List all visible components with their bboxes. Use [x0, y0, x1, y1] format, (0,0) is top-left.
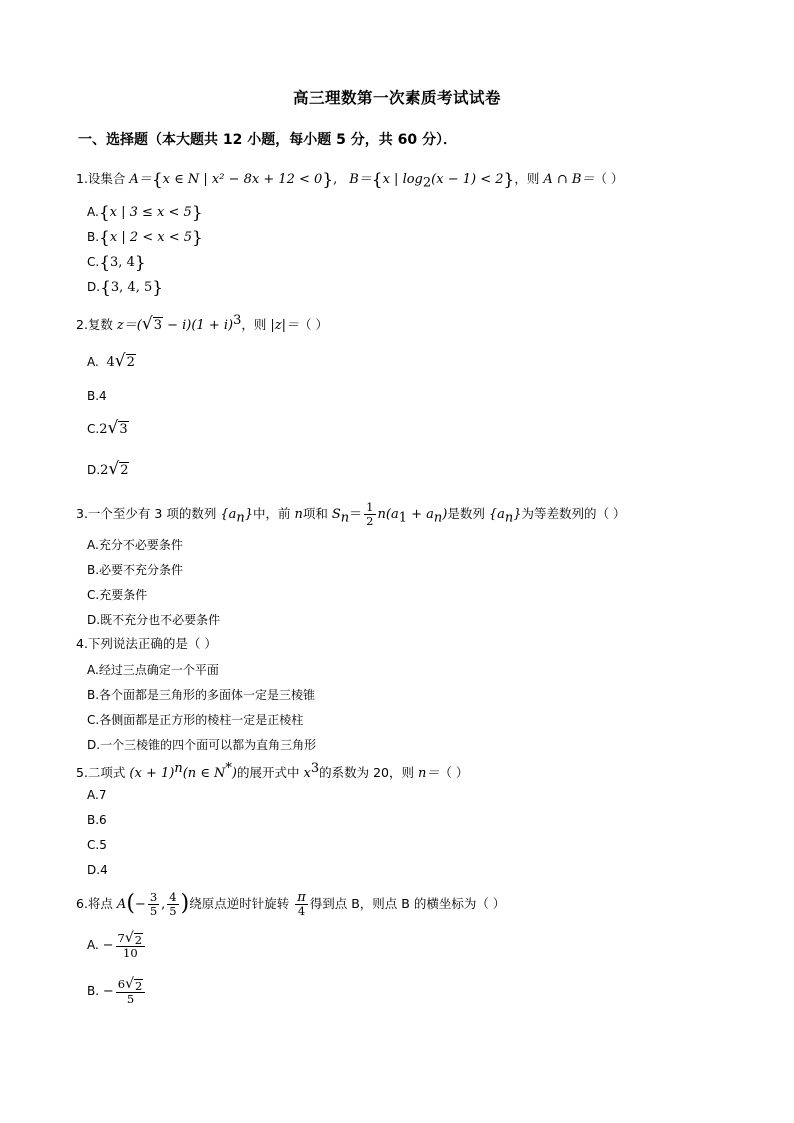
question-3: 3.一个至少有 3 项的数列 $\{a_n\}$中，前 n项和 $S_n=$ $\frac{1}{2}$ $n(a_1 + a_n)$是数列 $\{a_n\}$为等差数列的（ ）: [76, 500, 626, 528]
question-5: 5.二项式 $(x + 1)^n(n$ ∈ N*)的展开式中 $x^3$的系数为 20，则 n＝（ ）: [76, 761, 469, 782]
q2-option-a[interactable]: A. 4 √ 2: [87, 351, 135, 371]
fraction-half: $\frac{1}{2}$: [366, 500, 374, 528]
set-b-head: B＝: [349, 172, 372, 187]
q2-option-c[interactable]: C.2 √ 3: [87, 418, 128, 438]
question-1-expr: A ∩ B＝: [543, 172, 595, 187]
q1-option-a[interactable]: A.{x | 3 ≤ x < 5}: [87, 203, 203, 223]
set-b-log: x | log: [382, 172, 423, 187]
q5-option-b[interactable]: B.6: [87, 813, 107, 827]
fraction-three-fifths: $\frac{3}{5}$: [149, 890, 158, 918]
set-b-tail: (x − 1) < 2: [431, 172, 504, 187]
q1-option-c[interactable]: C.{3, 4}: [87, 253, 146, 273]
question-1-prefix: 1.设集合: [76, 171, 126, 186]
fraction-four-fifths: $\frac{4}{5}$: [169, 890, 177, 918]
q3-option-b[interactable]: B.必要不充分条件: [87, 563, 184, 577]
question-4: 4.下列说法正确的是（ ）: [76, 636, 217, 651]
q4-option-c[interactable]: C.各侧面都是正方形的棱柱一定是正棱柱: [87, 713, 304, 727]
set-a-head: A＝: [129, 172, 152, 187]
fraction-pi-over-four: $\frac{\pi}{4}$: [297, 890, 306, 918]
q2-option-b[interactable]: B.4: [87, 389, 107, 403]
q5-option-d[interactable]: D.4: [87, 863, 108, 877]
q6-option-a[interactable]: A. − 7 √ 2 10: [87, 927, 147, 964]
q4-option-d[interactable]: D.一个三棱锥的四个面可以都为直角三角形: [87, 738, 317, 752]
q2-option-d[interactable]: D.2 √ 2: [87, 459, 129, 479]
q1-option-b[interactable]: B.{x | 2 < x < 5}: [87, 228, 203, 248]
q6-option-b[interactable]: B. − 6 √ 2 5: [87, 973, 147, 1010]
set-a-body: x ∈ N | x² − 8x + 12 < 0: [162, 172, 323, 187]
question-1: 1.设集合 A＝{x ∈ N | x² − 8x + 12 < 0}, B＝{x | $\log_2(x - 1) < 2$}，则 A ∩ B＝（ ）: [76, 170, 624, 191]
question-2: 2.复数 z＝( √ 3 − $i)(1 + i)^3$，则 |z|＝（ ）: [76, 313, 328, 335]
q4-option-a[interactable]: A.经过三点确定一个平面: [87, 663, 219, 677]
q4-option-b[interactable]: B.各个面都是三角形的多面体一定是三棱锥: [87, 688, 316, 702]
q1-option-d[interactable]: D.{3, 4, 5}: [87, 278, 164, 298]
section-heading: 一、选择题（本大题共 12 小题，每小题 5 分，共 60 分）．: [78, 132, 457, 148]
q5-option-a[interactable]: A.7: [87, 788, 107, 802]
q5-option-c[interactable]: C.5: [87, 838, 107, 852]
page-title: 高三理数第一次素质考试试卷: [292, 89, 501, 107]
q3-option-d[interactable]: D.既不充分也不必要条件: [87, 613, 221, 627]
q3-option-c[interactable]: C.充要条件: [87, 588, 148, 602]
q3-option-a[interactable]: A.充分不必要条件: [87, 538, 183, 552]
question-6: 6.将点 A(− $\frac{3}{5}$ , $\frac{4}{5}$ )绕原点逆时针旋转 $\frac{\pi}{4}$ 得到点 B，则点 B 的横坐标为（ ）: [76, 890, 506, 918]
sqrt-symbol: √ 3: [141, 314, 162, 335]
